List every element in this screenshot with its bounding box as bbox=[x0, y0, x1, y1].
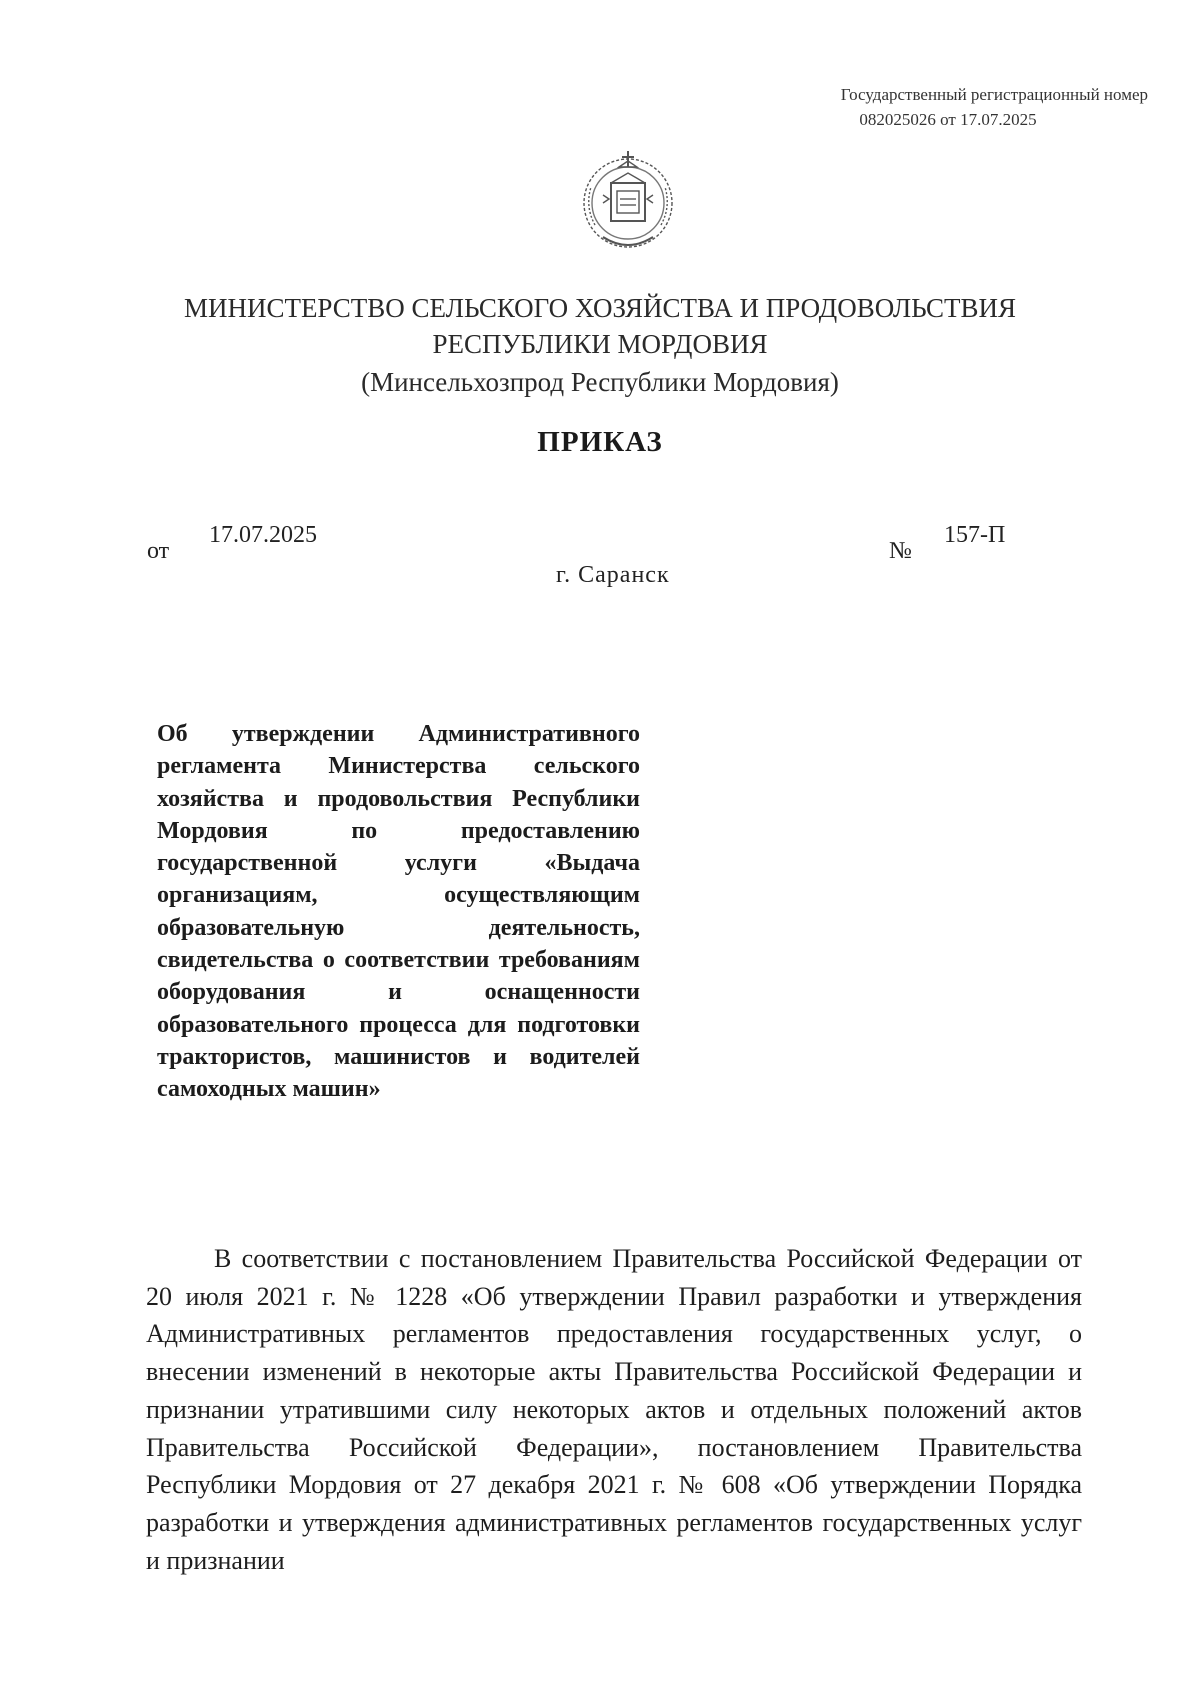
document-city: г. Саранск bbox=[556, 562, 670, 588]
document-subject: Об утверждении Административного регламента Министерства сельского хозяйства и продовольствия Республики Мордовия по предоставлению государственной услуги «Выдача организациям, осуществляющим образовательную деятельность, свидетельства о соответствии требованиям оборудования и оснащенности образовательного процесса для подготовки трактористов, машинистов и водителей самоходных машин» bbox=[157, 721, 640, 1103]
document-number: 157-П bbox=[944, 522, 1006, 548]
ministry-short-name: (Минсельхозпрод Республики Мордовия) bbox=[361, 367, 839, 397]
number-prefix: № bbox=[889, 538, 912, 564]
document-body: В соответствии с постановлением Правительства Российской Федерации от 20 июля 2021 г. № 1228 «Об утверждении Правил разработки и утверждения Административных регламентов предоставления государственных услуг, о внесении изменений в некоторые акты Правительства Российской Федерации и признании утратившими силу некоторых актов и отдельных положений актов Правительства Российской Федерации», постановлением Правительства Республики Мордовия от 27 декабря 2021 г. № 608 «Об утверждении Порядка разработки и утверждения административных регламентов государственных услуг и признании bbox=[146, 1244, 1082, 1575]
ministry-name-line1: МИНИСТЕРСТВО СЕЛЬСКОГО ХОЗЯЙСТВА И ПРОДОВОЛЬСТВИЯ bbox=[183, 293, 1017, 323]
coat-of-arms-icon bbox=[573, 137, 683, 261]
document-date: 17.07.2025 bbox=[209, 522, 317, 548]
date-prefix: от bbox=[147, 538, 170, 564]
ministry-name-line2: РЕСПУБЛИКИ МОРДОВИЯ bbox=[432, 329, 768, 359]
registration-label: Государственный регистрационный номер bbox=[840, 85, 1148, 104]
document-type-title: ПРИКАЗ bbox=[537, 426, 663, 458]
registration-number: 082025026 от 17.07.2025 bbox=[859, 110, 1037, 129]
registration-block bbox=[688, 82, 1148, 132]
